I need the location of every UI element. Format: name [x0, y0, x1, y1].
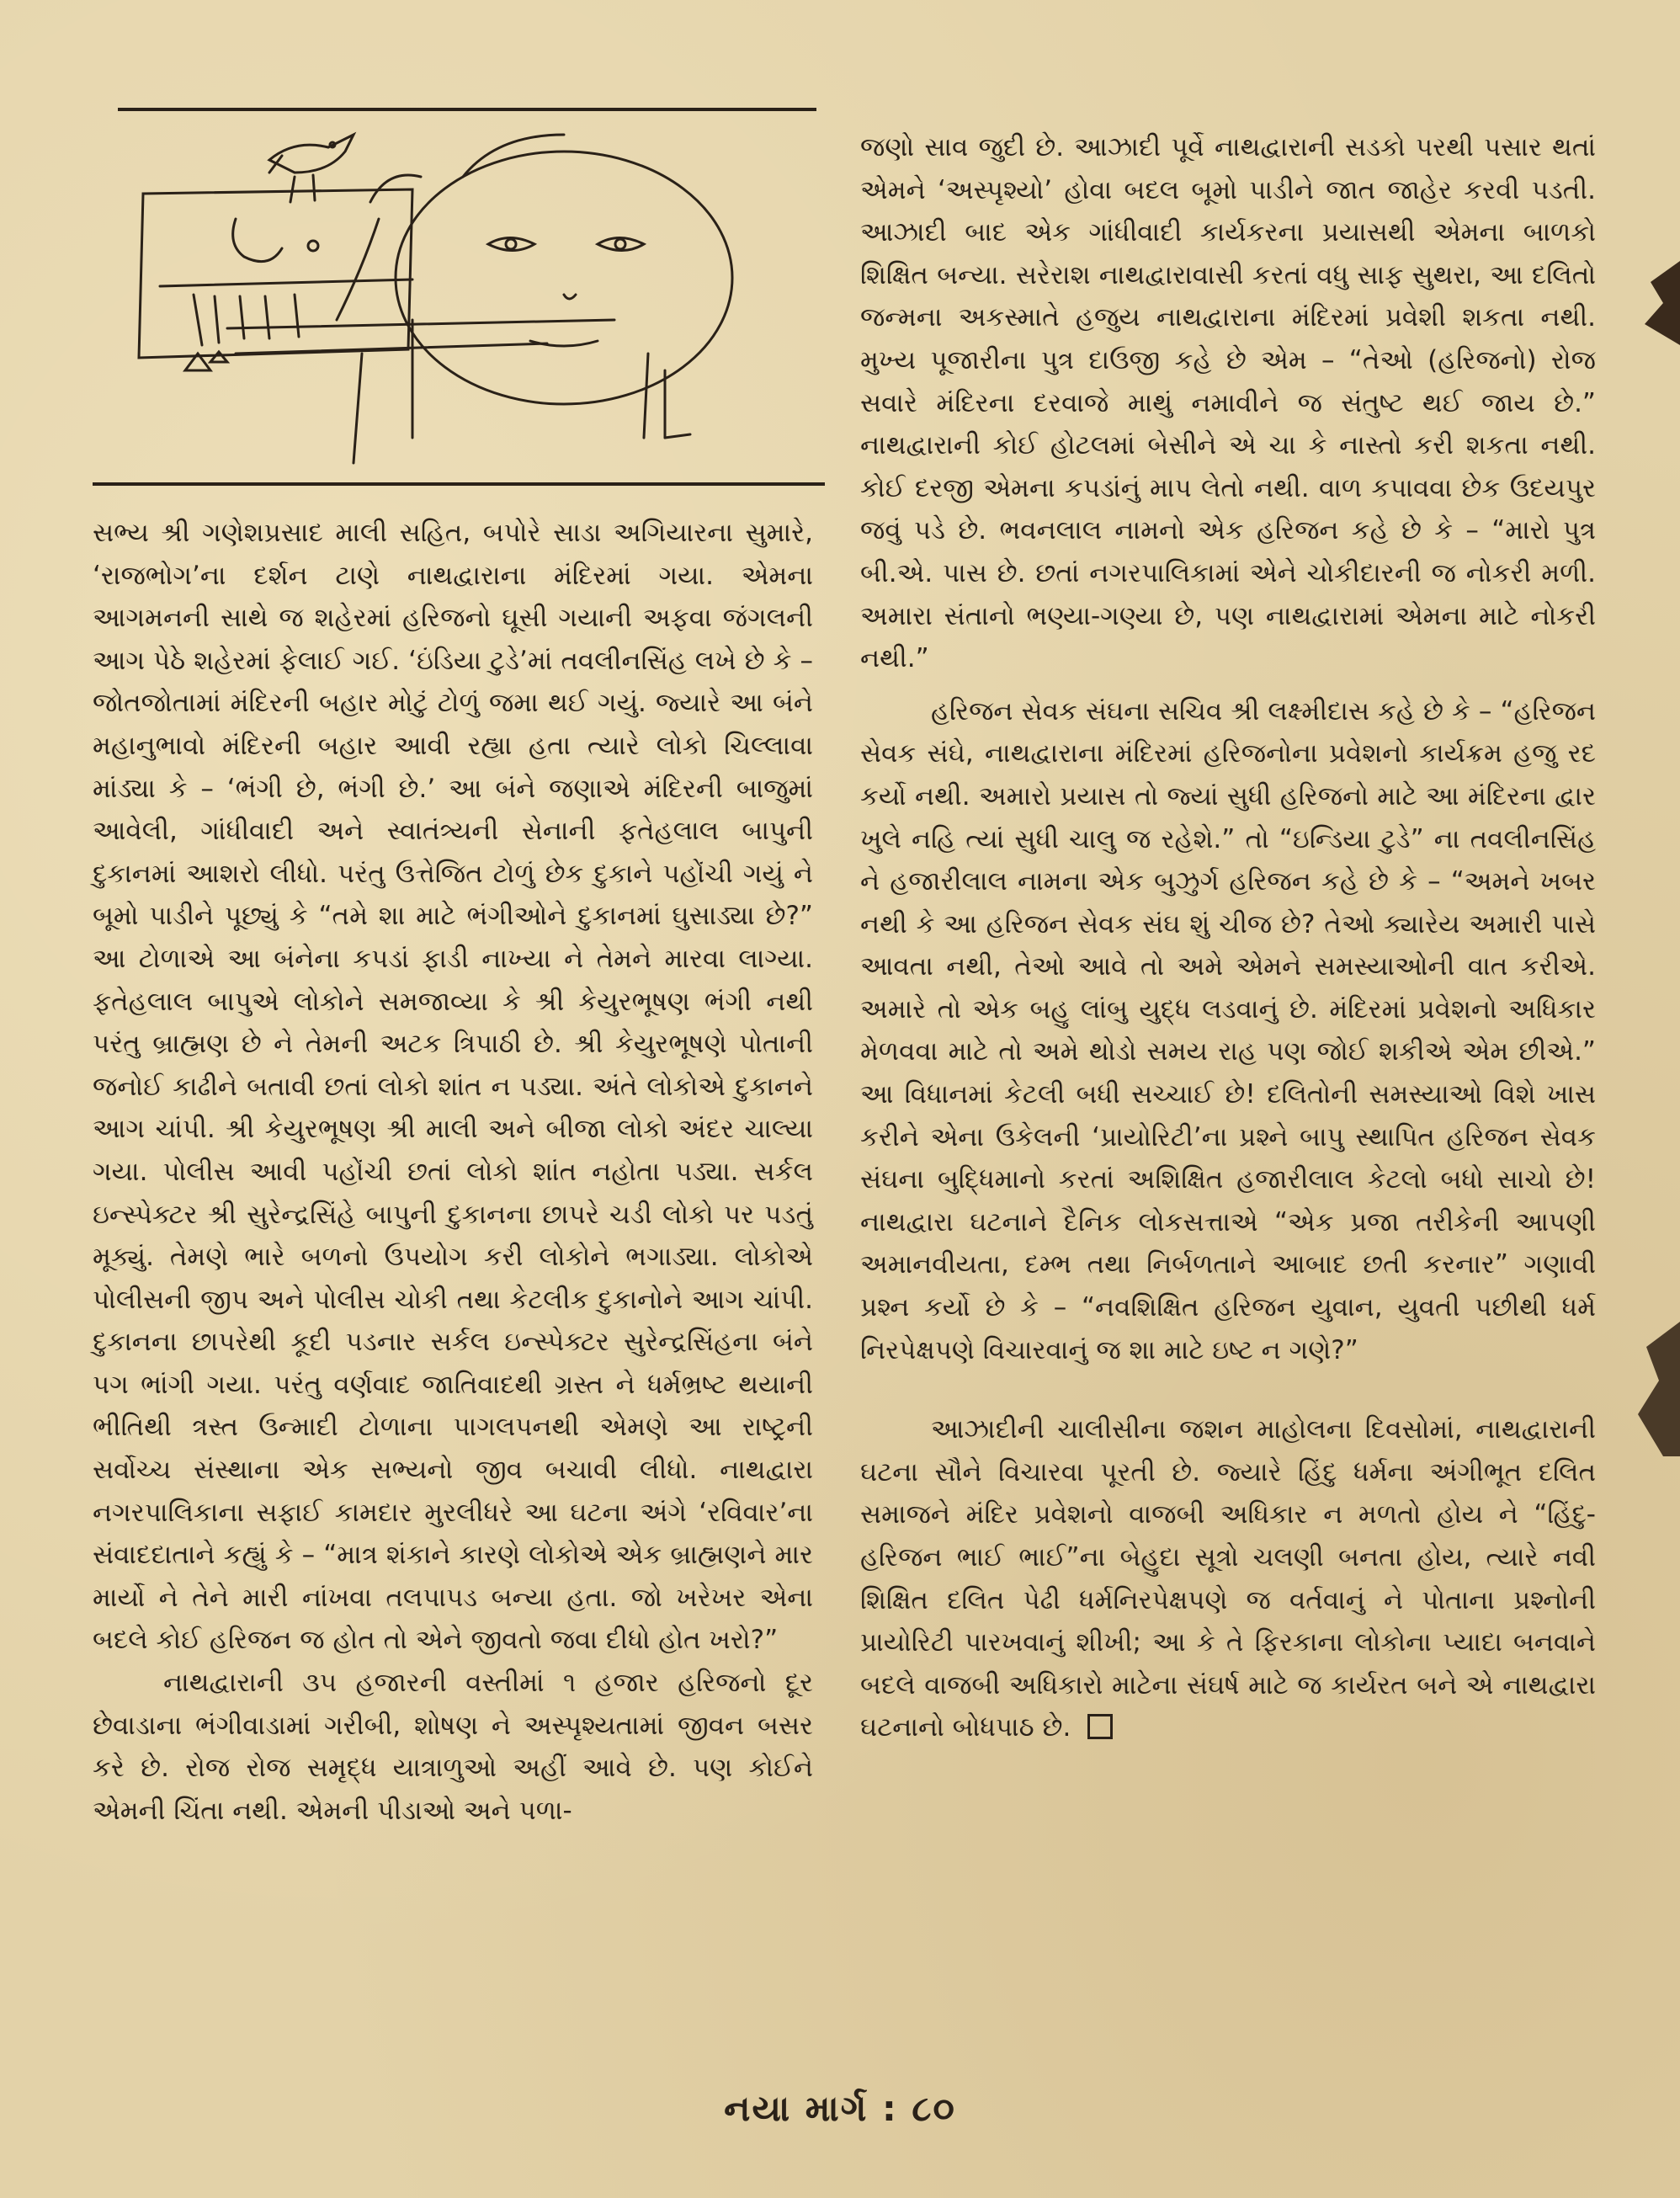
right-paragraph-3 [860, 1408, 1596, 1749]
right-paragraph-1: જણો સાવ જુદી છે. આઝાદી પૂર્વે નાથદ્વારાની સડકો પરથી પસાર થતાં એમને ‘અસ્પૃશ્યો’ હોવા બદલ બૂમો પાડીને જાત જાહેર કરવી પડતી. આઝાદી બાદ એક ગાંધીવાદી કાર્યકરના પ્રયાસથી એમના બાળકો શિક્ષિત બન્યા. સરેરાશ નાથદ્વારાવાસી કરતાં વધુ સાફ સુથરા, આ દલિતો જન્મના અકસ્માતે હજુય નાથદ્વારાના મંદિરમાં પ્રવેશી શકતા નથી. મુખ્ય પૂજારીના પુત્ર દાઉજી કહે છે એમ – “તેઓ (હરિજનો) રોજ સવારે મંદિરના દરવાજે માથું નમાવીને જ સંતુષ્ટ થઈ જાય છે.” નાથદ્વારાની કોઈ હોટલમાં બેસીને એ ચા કે નાસ્તો કરી શકતા નથી. કોઈ દરજી એમના કપડાંનું માપ લેતો નથી. વાળ કપાવવા છેક ઉદયપુર જવું પડે છે. ભવનલાલ નામનો એક હરિજન કહે છે કે – “મારો પુત્ર બી.એ. પાસ છે. છતાં નગરપાલિકામાં એને ચોકીદારની જ નોકરી મળી. અમારા સંતાનો ભણ્યા-ગણ્યા છે, પણ નાથદ્વારામાં એમના માટે નોકરી નથી.” [860, 132, 1596, 674]
right-paragraph-2: હરિજન સેવક સંઘના સચિવ શ્રી લક્ષ્મીદાસ કહે છે કે – “હરિજન સેવક સંઘે, નાથદ્વારાના મંદિરમાં હરિજનોના પ્રવેશનો કાર્યક્રમ હજુ રદ કર્યો નથી. અમારો પ્રયાસ તો જ્યાં સુધી હરિજનો માટે આ મંદિરના દ્વાર ખુલે નહિ ત્યાં સુધી ચાલુ જ રહેશે.” તો “ઇન્ડિયા ટુડે” ના તવલીનસિંહ ને હજારીલાલ નામના એક બુઝુર્ગ હરિજન કહે છે કે – “અમને ખબર નથી કે આ હરિજન સેવક સંઘ શું ચીજ છે? તેઓ ક્યારેય અમારી પાસે આવતા નથી, તેઓ આવે તો અમે એમને સમસ્યાઓની વાત કરીએ. અમારે તો એક બહુ લાંબુ યુદ્ધ લડવાનું છે. મંદિરમાં પ્રવેશનો અધિકાર મેળવવા માટે તો અમે થોડો સમય રાહ પણ જોઈ શકીએ એમ છીએ.” આ વિધાનમાં કેટલી બધી સચ્ચાઈ છે! દલિતોની સમસ્યાઓ વિશે ખાસ કરીને એના ઉકેલની ‘પ્રાયોરિટી’ના પ્રશ્ને બાપુ સ્થાપિત હરિજન સેવક સંઘના બુદ્ધિમાનો કરતાં અશિક્ષિત હજારીલાલ કેટલો બધો સાચો છે! નાથદ્વારા ઘટનાને દૈનિક લોકસત્તાએ “એક પ્રજા તરીકેની આપણી અમાનવીયતા, દમ્ભ તથા નિર્બળતાને આબાદ છતી કરનાર” ગણાવી પ્રશ્ન કર્યો છે કે – “નવશિક્ષિત હરિજન યુવાન, યુવતી પછીથી ધર્મ નિરપેક્ષપણે વિચારવાનું જ શા માટે ઇષ્ટ ન ગણે?” [860, 695, 1596, 1365]
left-paragraph-2: નાથદ્વારાની ૩૫ હજારની વસ્તીમાં ૧ હજાર હરિજનો દૂર છેવાડાના ભંગીવાડામાં ગરીબી, શોષણ ને અસ્પૃશ્યતામાં જીવન બસર કરે છે. રોજ રોજ સમૃદ્ધ યાત્રાળુઓ અહીં આવે છે. પણ કોઈને એમની ચિંતા નથી. એમની પીડાઓ અને પળા- [93, 1668, 813, 1826]
end-of-article-mark [1087, 1714, 1113, 1739]
paper-damage-mark [1629, 1322, 1680, 1456]
left-column [93, 512, 813, 1832]
left-paragraph-1: સભ્ય શ્રી ગણેશપ્રસાદ માલી સહિત, બપોરે સાડા અગિયારના સુમારે, ‘રાજભોગ’ના દર્શન ટાણે નાથદ્વારાના મંદિરમાં ગયા. એમના આગમનની સાથે જ શહેરમાં હરિજનો ઘૂસી ગયાની અફવા જંગલની આગ પેઠે શહેરમાં ફેલાઈ ગઈ. ‘ઇંડિયા ટુડે’માં તવલીનસિંહ લખે છે કે – જોતજોતામાં મંદિરની બહાર મોટું ટોળું જમા થઈ ગયું. જ્યારે આ બંને મહાનુભાવો મંદિરની બહાર આવી રહ્યા હતા ત્યારે લોકો ચિલ્લાવા માંડ્યા કે – ‘ભંગી છે, ભંગી છે.’ આ બંને જણાએ મંદિરની બાજુમાં આવેલી, ગાંધીવાદી અને સ્વાતંત્ર્યની સેનાની ફતેહલાલ બાપુની દુકાનમાં આશરો લીધો. પરંતુ ઉત્તેજિત ટોળું છેક દુકાને પહોંચી ગયું ને બૂમો પાડીને પૂછ્યું કે “તમે શા માટે ભંગીઓને દુકાનમાં ઘુસાડ્યા છે?” આ ટોળાએ આ બંનેના કપડાં ફાડી નાખ્યા ને તેમને મારવા લાગ્યા. ફતેહલાલ બાપુએ લોકોને સમજાવ્યા કે શ્રી કેયુરભૂષણ ભંગી નથી પરંતુ બ્રાહ્મણ છે ને તેમની અટક ત્રિપાઠી છે. શ્રી કેયુરભૂષણે પોતાની જનોઈ કાઢીને બતાવી છતાં લોકો શાંત ન પડ્યા. અંતે લોકોએ દુકાનને આગ ચાંપી. શ્રી કેયુરભૂષણ શ્રી માલી અને બીજા લોકો અંદર ચાલ્યા ગયા. પોલીસ આવી પહોંચી છતાં લોકો શાંત નહોતા પડ્યા. સર્કલ ઇન્સ્પેક્ટર શ્રી સુરેન્દ્રસિંહે બાપુની દુકાનના છાપરે ચડી લોકો પર પડતું મૂક્યું. તેમણે ભારે બળનો ઉપયોગ કરી લોકોને ભગાડ્યા. લોકોએ પોલીસની જીપ અને પોલીસ ચોકી તથા કેટલીક દુકાનોને આગ ચાંપી. દુકાનના છાપરેથી કૂદી પડનાર સર્કલ ઇન્સ્પેક્ટર સુરેન્દ્રસિંહના બંને પગ ભાંગી ગયા. પરંતુ વર્ણવાદ જાતિવાદથી ગ્રસ્ત ને ધર્મભ્રષ્ટ થયાની ભીતિથી ત્રસ્ત ઉન્માદી ટોળાના પાગલપનથી એમણે આ રાષ્ટ્રની સર્વોચ્ચ સંસ્થાના એક સભ્યનો જીવ બચાવી લીધો. નાથદ્વારા નગરપાલિકાના સફાઈ કામદાર મુરલીધરે આ ઘટના અંગે ‘રવિવાર’ના સંવાદદાતાને કહ્યું કે – “માત્ર શંકાને કારણે લોકોએ એક બ્રાહ્મણને માર માર્યો ને તેને મારી નાંખવા તલપાપડ બન્યા હતા. જો ખરેખર એના બદલે કોઈ હરિજન જ હોત તો એને જીવતો જવા દીધો હોત ખરો?” [93, 518, 813, 1656]
paper-tear-mark [1629, 253, 1680, 354]
right-column [860, 126, 1596, 1749]
cartoon-illustration [93, 101, 825, 488]
page-footer: નયા માર્ગ : ૮૦ [724, 2088, 956, 2129]
right-paragraph-3-text: આઝાદીની ચાલીસીના જશન માહોલના દિવસોમાં, નાથદ્વારાની ઘટના સૌને વિચારવા પૂરતી છે. જ્યારે હિંદુ ધર્મના અંગીભૂત દલિત સમાજને મંદિર પ્રવેશનો વાજબી અધિકાર ન મળતો હોય ને “હિંદુ-હરિજન ભાઈ ભાઈ”ના બેહુદા સૂત્રો ચલણી બનતા હોય, ત્યારે નવી શિક્ષિત દલિત પેઢી ધર્મનિરપેક્ષપણે જ વર્તવાનું ને પોતાના પ્રશ્નોની પ્રાયોરિટી પારખવાનું શીખી; આ કે તે ફિરકાના લોકોના પ્યાદા બનવાને બદલે વાજબી અધિકારો માટેના સંઘર્ષ માટે જ કાર્યરત બને એ નાથદ્વારા ઘટનાનો બોધપાઠ છે. [860, 1414, 1596, 1743]
